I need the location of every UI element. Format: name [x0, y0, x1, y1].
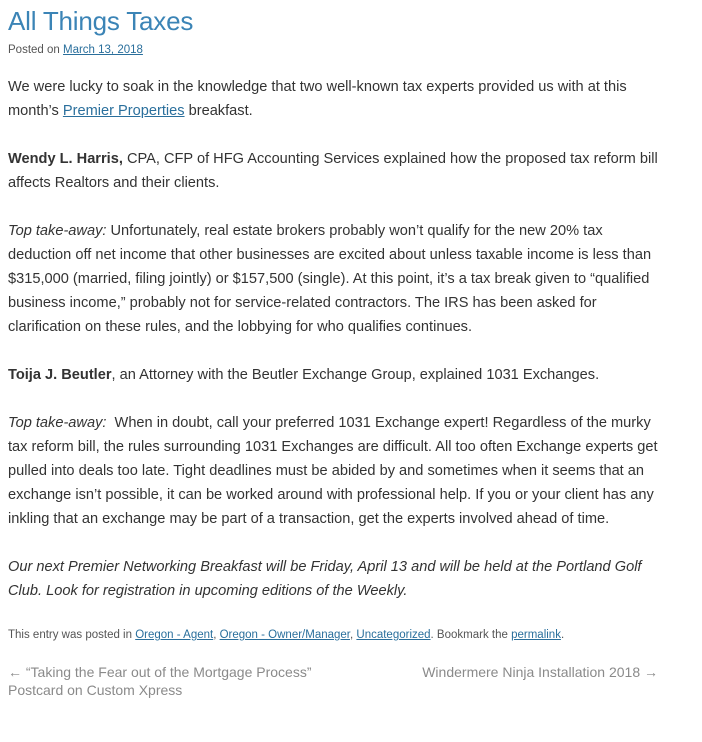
post-navigation: [8, 663, 658, 703]
intro-text-a: We were lucky to soak in the knowledge that two well-known tax experts provided us with at this month’s: [8, 79, 627, 119]
paragraph-takeaway-1: [8, 219, 658, 339]
previous-post-title: “Taking the Fear out of the Mortgage Process” Postcard on Custom Xpress: [8, 664, 312, 698]
meta-prefix: This entry was posted in: [8, 629, 136, 641]
meta-bookmark-text: . Bookmark the: [430, 629, 512, 641]
post-date-line: [8, 42, 658, 58]
premier-properties-link[interactable]: Premier Properties: [62, 103, 185, 119]
next-post-link[interactable]: [422, 664, 658, 680]
paragraph-harris: [8, 147, 658, 195]
arrow-left-icon: ←: [8, 664, 22, 680]
speaker-name-beutler: Toija J. Beutler: [8, 367, 112, 383]
previous-post-link[interactable]: [8, 664, 311, 698]
meta-end: .: [560, 629, 565, 641]
paragraph-takeaway-2: [8, 411, 662, 531]
category-link-uncategorized[interactable]: Uncategorized: [356, 629, 431, 641]
takeaway-lead-1: Top take-away:: [8, 223, 107, 239]
paragraph-beutler: [8, 363, 658, 387]
nav-previous: [8, 663, 338, 699]
harris-text: CPA, CFP of HFG Accounting Services explained how the proposed tax reform bill affects Realtors and their clients.: [8, 151, 658, 191]
intro-text-b: breakfast.: [184, 103, 253, 119]
post-content: [8, 75, 662, 603]
permalink-link[interactable]: permalink: [511, 629, 561, 641]
takeaway-lead-2: Top take-away:: [8, 415, 107, 431]
paragraph-next-event: [8, 555, 658, 603]
entry-meta: [8, 627, 658, 643]
takeaway-text-1: Unfortunately, real estate brokers probably won’t qualify for the new 20% tax deduction off net income that other businesses are excited about unless taxable income is less than $315,000 (married, filing jointly) or $157,500 (single). At this point, it’s a tax break given to “qualified business income,” probably not for service-related contractors. The IRS has been asked for clarification on these rules, and the lobbying for who qualifies continues.: [8, 223, 652, 335]
meta-separator: ,: [213, 629, 220, 641]
posted-prefix: Posted on: [8, 44, 60, 56]
speaker-name-harris: Wendy L. Harris,: [8, 151, 123, 167]
beutler-text: , an Attorney with the Beutler Exchange Group, explained 1031 Exchanges.: [111, 367, 600, 383]
next-post-title: Windermere Ninja Installation 2018: [422, 664, 641, 680]
nav-next: [422, 663, 658, 681]
next-event-text: Our next Premier Networking Breakfast will be Friday, April 13 and will be held at the Portland Golf Club. Look for registration in upcoming editions of the Weekly.: [8, 559, 642, 599]
category-link-oregon-owner-manager[interactable]: Oregon - Owner/Manager: [219, 629, 350, 641]
post-date-link[interactable]: March 13, 2018: [63, 44, 143, 56]
meta-separator: ,: [350, 629, 357, 641]
takeaway-text-2: When in doubt, call your preferred 1031 Exchange expert! Regardless of the murky tax reform bill, the rules surrounding 1031 Exchanges are difficult. All too often Exchange experts get pulled into deals too late. Tight deadlines must be abided by and sometimes when it seems that an exchange isn’t possible, it can be worked around with professional help. If you or your client has any inkling that an exchange may be part of a transaction, get the experts involved ahead of time.: [8, 415, 662, 527]
post-title[interactable]: All Things Taxes: [8, 6, 194, 36]
category-link-oregon-agent[interactable]: Oregon - Agent: [135, 629, 214, 641]
paragraph-intro: [8, 75, 658, 123]
arrow-right-icon: →: [644, 664, 658, 680]
